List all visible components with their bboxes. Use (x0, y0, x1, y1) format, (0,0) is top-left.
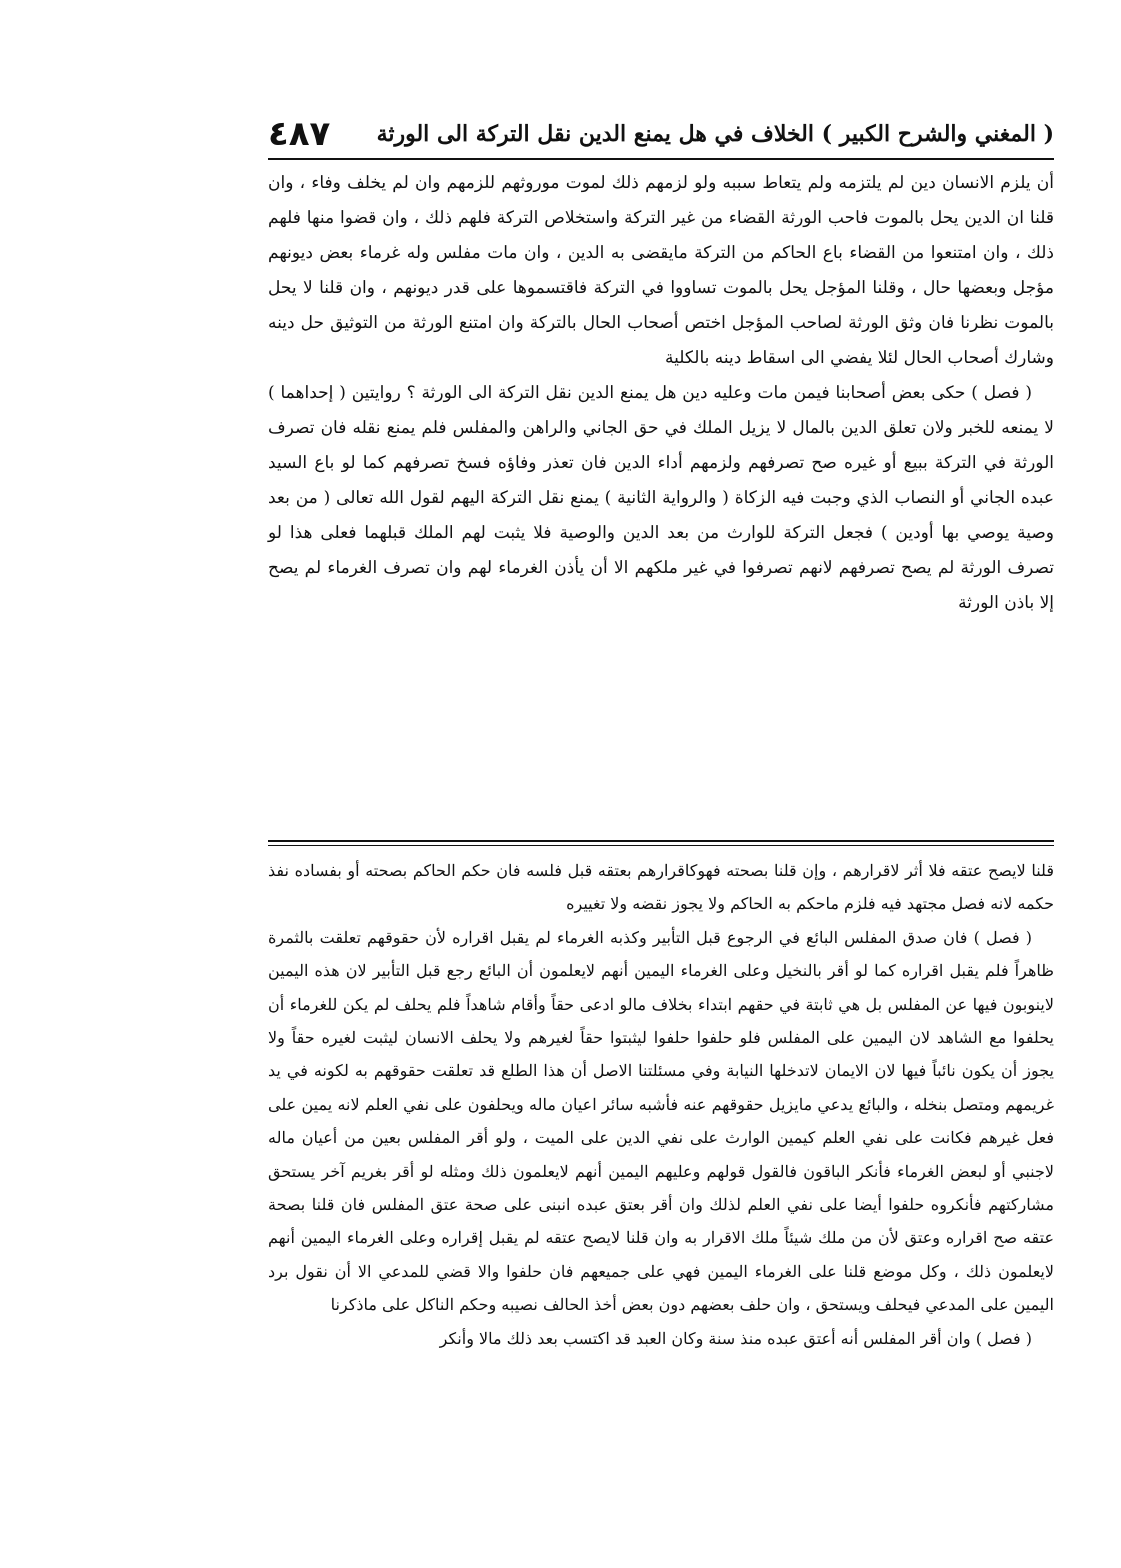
main-text (268, 166, 1054, 621)
section-divider (268, 845, 1054, 846)
page-header (268, 112, 1054, 156)
running-title: ( المغني والشرح الكبير ) الخلاف في هل يمنع الدين نقل التركة الى الورثة (376, 121, 1054, 147)
main-paragraph: ( فصل ) حكى بعض أصحابنا فيمن مات وعليه دين هل يمنع الدين نقل التركة الى الورثة ؟ روايتين ( إحداهما ) لا يمنعه للخبر ولان تعلق الدين بالمال لا يزيل الملك في حق الجاني والراهن والمفلس فلم يمنع نقله فان تصرف الورثة في التركة ببيع أو غيره صح تصرفهم ولزمهم أداء الدين فان تعذر وفاؤه فسخ تصرفهم كما لو باع السيد عبده الجاني أو النصاب الذي وجبت فيه الزكاة ( والرواية الثانية ) يمنع نقل التركة اليهم لقول الله تعالى ( من بعد وصية يوصي بها أودين ) فجعل التركة للوارث من بعد الدين والوصية فلا يثبت لهم الملك قبلهما فعلى هذا لو تصرف الورثة لم يصح تصرفهم لانهم تصرفوا في غير ملكهم الا أن يأذن الغرماء لهم وان تصرف الغرماء لم يصح إلا باذن الورثة (268, 383, 1054, 613)
commentary-paragraph: ( فصل ) وان أقر المفلس أنه أعتق عبده منذ سنة وكان العبد قد اكتسب بعد ذلك مالا وأنكر (439, 1328, 1032, 1348)
book-page (268, 112, 1054, 1532)
main-paragraph: أن يلزم الانسان دين لم يلتزمه ولم يتعاط سببه ولو لزمهم ذلك لموت موروثهم للزمهم وان لم يخلف وفاء ، وان قلنا ان الدين يحل بالموت فاحب الورثة القضاء من غير التركة واستخلاص التركة فلهم ذلك ، وان قضوا منها فلهم ذلك ، وان امتنعوا من القضاء باع الحاكم من التركة مايقضى به الدين ، وان مات مفلس وله غرماء بعض ديونهم مؤجل وبعضها حال ، وقلنا المؤجل يحل بالموت تساووا في التركة فاقتسموها على قدر ديونهم ، وان قلنا لا يحل بالموت نظرنا فان وثق الورثة لصاحب المؤجل اختص أصحاب الحال بالتركة وان امتنع الورثة من التوثيق حل دينه وشارك أصحاب الحال لئلا يفضي الى اسقاط دينه بالكلية (268, 173, 1054, 368)
commentary-paragraph: قلنا لايصح عتقه فلا أثر لاقرارهم ، وإن قلنا بصحته فهوكاقرارهم بعتقه قبل فلسه فان حكم الحاكم بصحته أو بفساده نفذ حكمه لانه فصل مجتهد فيه فلزم ماحكم به الحاكم ولا يجوز نقضه ولا تغييره (268, 861, 1054, 914)
page-number: ٤٨٧ (268, 114, 331, 154)
commentary-paragraph: ( فصل ) فان صدق المفلس البائع في الرجوع قبل التأبير وكذبه الغرماء لم يقبل اقراره لأن حقوقهم تعلقت بالثمرة ظاهراً فلم يقبل اقراره كما لو أقر بالنخيل وعلى الغرماء اليمين أنهم لايعلمون أن البائع رجع قبل التأبير لان هذه اليمين لاينوبون فيها عن المفلس بل هي ثابتة في حقهم ابتداء بخلاف مالو ادعى حقاً وأقام شاهداً فلم يحلف لم يكن للغرماء أن يحلفوا مع الشاهد لان اليمين على المفلس فلو حلفوا حلفوا ليثبتوا حقاً لغيرهم ولا يحلف الانسان ليثبت لغيره حقاً ولا يجوز أن يكون نائباً فيها لان الايمان لاتدخلها النيابة وفي مسئلتنا الاصل أن هذا الطلع قد تعلقت حقوقهم به لكونه في يد غريمهم ومتصل بنخله ، والبائع يدعي مايزيل حقوقهم عنه فأشبه سائر اعيان ماله ويحلفون على نفي العلم لانه يمين على فعل غيرهم فكانت على نفي العلم كيمين الوارث على نفي الدين على الميت ، ولو أقر المفلس بعين من أعيان ماله لاجنبي أو لبعض الغرماء فأنكر الباقون فالقول قولهم وعليهم اليمين أنهم لايعلمون ذلك ومثله لو أقر بغريم آخر يستحق مشاركتهم فأنكروه حلفوا أيضا على نفي العلم لذلك وان أقر بعتق عبده انبنى على صحة عتق المفلس فان قلنا بصحة عتقه صح اقراره وعتق لأن من ملك شيئاً ملك الاقرار به وان قلنا لايصح عتقه لم يقبل إقراره وعلى الغرماء اليمين أنهم لايعلمون ذلك ، وكل موضع قلنا على الغرماء اليمين فهي على جميعهم فان حلفوا والا قضي للمدعي الا أن نقول برد اليمين على المدعي فيحلف ويستحق ، وان حلف بعضهم دون بعض أخذ الحالف نصيبه وحكم الناكل على ماذكرنا (268, 927, 1054, 1315)
commentary-text (268, 854, 1054, 1355)
section-divider (268, 840, 1054, 842)
header-rule (268, 158, 1054, 160)
